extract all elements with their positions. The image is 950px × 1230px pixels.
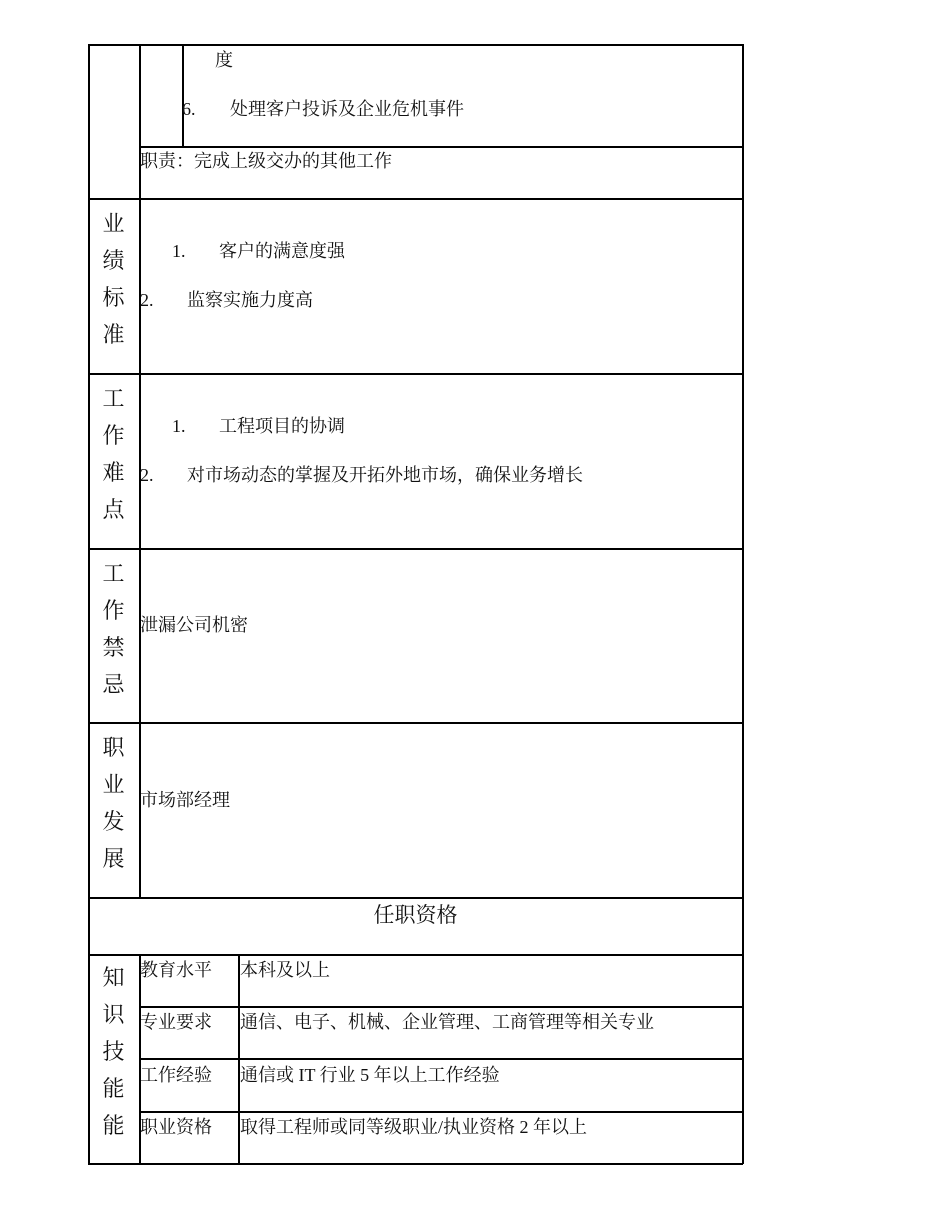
row-divider — [139, 1111, 743, 1113]
row-divider — [139, 1058, 743, 1060]
list-item-text: 工程项目的协调 — [219, 416, 345, 436]
row-divider — [88, 548, 743, 550]
list-item-number: 1. — [172, 416, 186, 436]
qualification-value: 通信、电子、机械、企业管理、工商管理等相关专业 — [240, 1012, 654, 1032]
taboo-text: 泄漏公司机密 — [140, 615, 248, 635]
row-divider — [88, 722, 743, 724]
row-divider — [88, 373, 743, 375]
qualification-key: 工作经验 — [140, 1065, 212, 1085]
qualification-key: 教育水平 — [140, 960, 212, 980]
career-label: 职 业 发 展 — [102, 735, 125, 871]
table-border-top — [88, 44, 743, 46]
career-text: 市场部经理 — [140, 790, 230, 810]
duty-item-number: 6. — [182, 99, 196, 119]
qualification-title: 任职资格 — [373, 903, 458, 927]
duty-continued-text: 度 — [215, 50, 233, 70]
row-divider — [88, 198, 743, 200]
table-border-bottom — [88, 1163, 743, 1165]
difficulty-label: 工 作 难 点 — [102, 386, 125, 522]
qualification-value: 本科及以上 — [240, 960, 330, 980]
row-divider — [88, 897, 743, 899]
taboo-label: 工 作 禁 忌 — [102, 561, 125, 697]
inner-column-divider — [182, 44, 184, 147]
knowledge-skills-label: 知 识 技 能 能 — [102, 965, 125, 1138]
other-duty-text: 职责：完成上级交办的其他工作 — [140, 151, 392, 171]
performance-label: 业 绩 标 准 — [102, 211, 125, 347]
duty-item-text: 处理客户投诉及企业危机事件 — [230, 99, 464, 119]
list-item-number: 2. — [140, 465, 154, 485]
row-divider — [88, 954, 743, 956]
row-divider — [139, 1006, 743, 1008]
qualification-value: 通信或 IT 行业 5 年以上工作经验 — [240, 1065, 500, 1085]
row-divider — [139, 146, 743, 148]
list-item-number: 1. — [172, 241, 186, 261]
list-item-number: 2. — [140, 290, 154, 310]
qualification-key: 职业资格 — [140, 1117, 212, 1137]
qualification-key: 专业要求 — [140, 1012, 212, 1032]
table-border-right — [742, 44, 744, 1164]
list-item-text: 监察实施力度高 — [187, 290, 313, 310]
list-item-text: 对市场动态的掌握及开拓外地市场，确保业务增长 — [187, 465, 583, 485]
qualification-value: 取得工程师或同等级职业/执业资格 2 年以上 — [240, 1117, 587, 1137]
list-item-text: 客户的满意度强 — [219, 241, 345, 261]
